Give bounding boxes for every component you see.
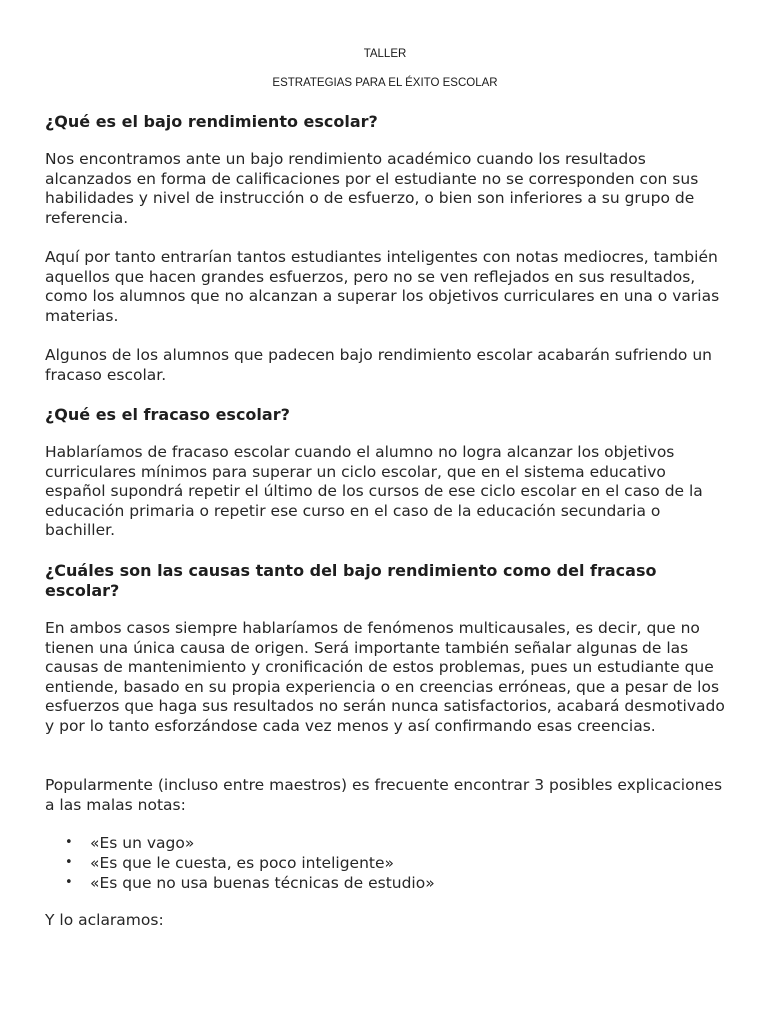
list-item-text: «Es que no usa buenas técnicas de estudio» (90, 874, 435, 892)
paragraph: Popularmente (incluso entre maestros) es frecuente encontrar 3 posibles explicaciones a las malas notas: (45, 776, 723, 814)
explanations-list (45, 833, 725, 893)
section-heading-fracaso-escolar: ¿Qué es el fracaso escolar? (45, 405, 290, 424)
list-item (45, 853, 725, 873)
closing-paragraph: Y lo aclaramos: (45, 911, 164, 929)
document-kicker: TALLER (363, 48, 407, 60)
paragraph: Hablaríamos de fracaso escolar cuando el alumno no logra alcanzar los objetivos curriculares mínimos para superar un ciclo escolar, que en el sistema educativo español supondrá repetir el último de los cursos de ese ciclo escolar en el caso de la educación primaria o repetir ese curso en el caso de la educación secundaria o bachiller. (45, 443, 703, 540)
paragraph: Nos encontramos ante un bajo rendimiento académico cuando los resultados alcanzados en forma de calificaciones por el estudiante no se corresponden con sus habilidades y nivel de instrucción o de esfuerzo, o bien son inferiores a su grupo de referencia. (45, 150, 699, 227)
list-item-text: «Es que le cuesta, es poco inteligente» (90, 854, 395, 872)
list-item (45, 833, 725, 853)
paragraph: En ambos casos siempre hablaríamos de fenómenos multicausales, es decir, que no tienen una única causa de origen. Será importante también señalar algunas de las causas de mantenimiento y cronificación de estos problemas, pues un estudiante que entiende, basado en su propia experiencia o en creencias erróneas, que a pesar de los esfuerzos que haga sus resultados no serán nunca satisfactorios, acabará desmotivado y por lo tanto esforzándose cada vez menos y así confirmando esas creencias. (45, 619, 725, 735)
section-heading-bajo-rendimiento: ¿Qué es el bajo rendimiento escolar? (45, 112, 378, 131)
paragraph: Algunos de los alumnos que padecen bajo rendimiento escolar acabarán sufriendo un fracaso escolar. (45, 346, 712, 384)
list-item-text: «Es un vago» (90, 834, 195, 852)
document-subtitle: ESTRATEGIAS PARA EL ÉXITO ESCOLAR (272, 77, 498, 89)
bullet-icon: • (65, 855, 73, 870)
bullet-icon: • (65, 875, 73, 890)
paragraph: Aquí por tanto entrarían tantos estudiantes inteligentes con notas mediocres, también aquellos que hacen grandes esfuerzos, pero no se ven reflejados en sus resultados, como los alumnos que no alcanzan a superar los objetivos curriculares en una o varias materias. (45, 248, 720, 325)
list-item (45, 873, 725, 893)
bullet-icon: • (65, 835, 73, 850)
section-heading-causas: ¿Cuáles son las causas tanto del bajo rendimiento como del fracaso escolar? (45, 561, 657, 600)
